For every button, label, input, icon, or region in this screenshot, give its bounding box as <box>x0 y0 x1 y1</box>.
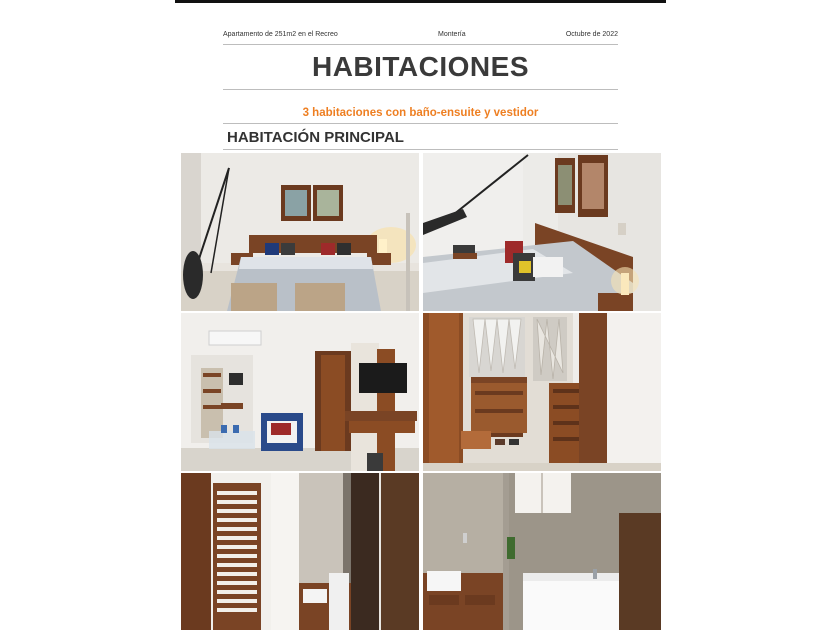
section-divider <box>223 149 618 150</box>
subtitle-divider <box>223 123 618 124</box>
page-title: HABITACIONES <box>311 51 530 82</box>
rooms-subtitle: 3 habitaciones con baño-ensuite y vestidor <box>302 107 539 119</box>
header-property: Apartamento de 251m2 en el Recreo <box>223 31 338 38</box>
photo-bedroom-front <box>181 153 419 311</box>
photo-bathroom-door <box>181 473 419 630</box>
photo-bathroom-tub <box>423 473 661 630</box>
photo-sitting-area <box>181 313 419 471</box>
page-header <box>223 31 618 38</box>
header-divider <box>223 44 618 45</box>
photo-bedroom-side <box>423 153 661 311</box>
brochure-page <box>175 3 666 630</box>
photo-walk-in-closet <box>423 313 661 471</box>
header-date: Octubre de 2022 <box>565 31 618 38</box>
header-city: Montería <box>438 31 466 38</box>
section-title: HABITACIÓN PRINCIPAL <box>227 129 404 146</box>
title-divider <box>223 89 618 90</box>
